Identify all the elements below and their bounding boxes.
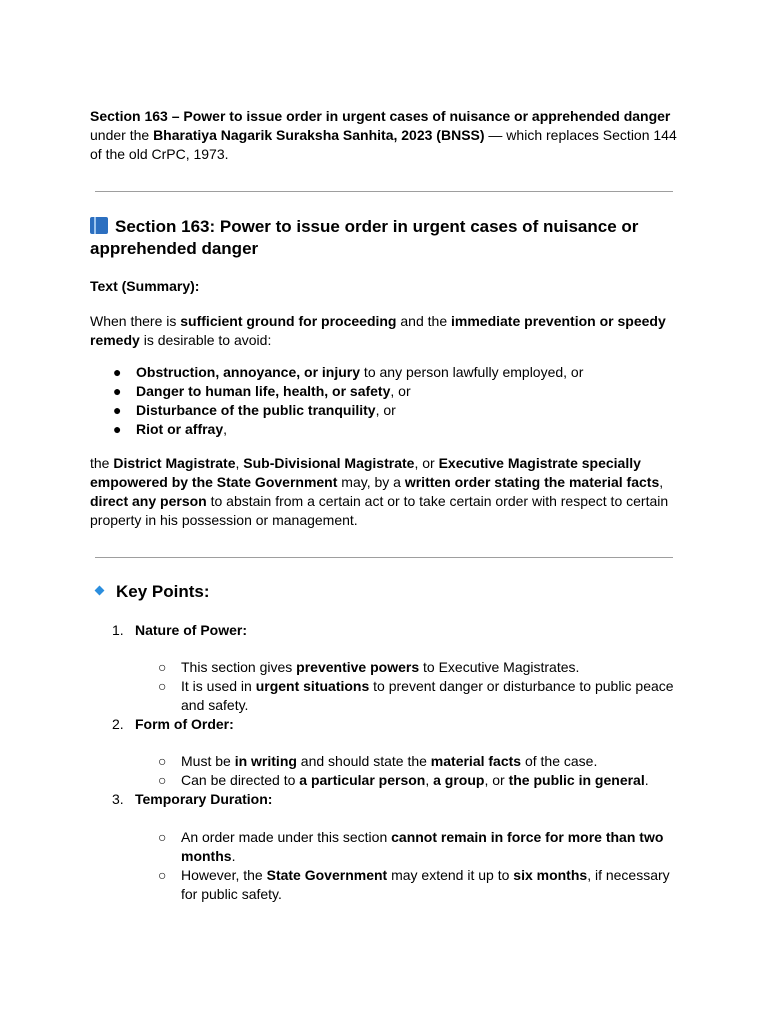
text: , or: [414, 455, 439, 471]
text: to Executive Magistrates.: [419, 659, 580, 675]
sub-list-item: [135, 866, 680, 904]
bold-text: written order stating the material facts: [404, 474, 660, 490]
text: It is used in: [181, 678, 256, 694]
horizontal-divider: [95, 557, 673, 558]
bold-text: a particular person: [299, 772, 426, 788]
text: may extend it up to: [387, 867, 514, 883]
hollow-bullet-icon: ○: [158, 659, 167, 675]
intro-heading: Section 163 – Power to issue order in urgent cases of nuisance or apprehended danger: [90, 108, 671, 124]
text: to prevent danger or disturbance to public peace and safety.: [181, 678, 674, 713]
blue-book-icon: [90, 217, 108, 234]
text: of the case.: [521, 753, 598, 769]
text: ,: [659, 474, 664, 490]
item-title: Form of Order:: [135, 716, 234, 732]
text: , or: [390, 383, 411, 399]
bullet-dot-icon: ●: [113, 383, 122, 399]
bold-text: Riot or affray: [136, 421, 224, 437]
sub-list-item: [135, 828, 680, 866]
list-item: [90, 401, 680, 420]
bold-text: a group: [433, 772, 485, 788]
intro-bnss-name: Bharatiya Nagarik Suraksha Sanhita, 2023 (BNSS): [153, 127, 485, 143]
intro-paragraph: [90, 107, 680, 164]
bold-text: Disturbance of the public tranquility: [136, 402, 376, 418]
bold-text: Danger to human life, health, or safety: [136, 383, 391, 399]
bold-text: urgent situations: [255, 678, 370, 694]
bold-text: in writing: [234, 753, 297, 769]
hollow-bullet-icon: ○: [158, 753, 167, 769]
text: , if necessary for public safety.: [181, 867, 670, 902]
text: to abstain from a certain act or to take certain order with respect to certain property in his possession or management.: [90, 493, 669, 528]
bold-text: immediate prevention or speedy remedy: [90, 313, 666, 348]
text: .: [644, 772, 649, 788]
bullet-dot-icon: ●: [113, 402, 122, 418]
text: When there is: [90, 313, 181, 329]
sub-list-item: [135, 677, 680, 715]
hollow-bullet-icon: ○: [158, 678, 167, 694]
list-item: [90, 363, 680, 382]
text: An order made under this section: [181, 829, 392, 845]
horizontal-divider: [95, 191, 673, 192]
bold-text: Executive Magistrate specially empowered by the State Government: [90, 455, 641, 490]
magistrate-paragraph: [90, 454, 680, 530]
sub-list-item: [135, 658, 680, 677]
bold-text: the public in general: [508, 772, 645, 788]
sub-list: [135, 828, 680, 904]
section-title: [90, 216, 680, 260]
hollow-bullet-icon: ○: [158, 772, 167, 788]
intro-text: — which replaces Section 144 of the old CrPC, 1973.: [90, 127, 677, 162]
item-number: 2.: [112, 716, 124, 732]
item-title: Nature of Power:: [135, 622, 248, 638]
item-number: 3.: [112, 791, 124, 807]
hollow-bullet-icon: ○: [158, 829, 167, 845]
sub-list-item: [135, 752, 680, 771]
key-points-title: Key Points:: [116, 582, 210, 601]
text: Can be directed to: [181, 772, 300, 788]
text: However, the: [181, 867, 267, 883]
bold-text: cannot remain in force for more than two months: [181, 829, 664, 864]
when-paragraph: [90, 312, 680, 350]
list-item: [90, 420, 680, 439]
key-points-heading: [96, 581, 210, 603]
bold-text: preventive powers: [296, 659, 420, 675]
summary-label: [90, 277, 680, 296]
bullet-dot-icon: ●: [113, 364, 122, 380]
item-title: Temporary Duration:: [135, 791, 273, 807]
sub-list: [135, 752, 680, 790]
text: ,: [235, 455, 244, 471]
nuisance-bullet-list: [90, 363, 680, 439]
sub-list-item: [135, 771, 680, 790]
bold-text: material facts: [430, 753, 522, 769]
text: , or: [484, 772, 509, 788]
section-title-text: Section 163: Power to issue order in urgent cases of nuisance or apprehended danger: [90, 217, 639, 258]
text: and the: [396, 313, 451, 329]
text: This section gives: [181, 659, 297, 675]
text: , or: [375, 402, 396, 418]
item-number: 1.: [112, 622, 124, 638]
text: may, by a: [337, 474, 405, 490]
bold-text: District Magistrate: [113, 455, 236, 471]
text: the: [90, 455, 114, 471]
bold-text: Obstruction, annoyance, or injury: [136, 364, 361, 380]
sub-list: [135, 658, 680, 715]
text: ,: [223, 421, 228, 437]
bold-text: six months: [513, 867, 588, 883]
summary-label-text: Text (Summary):: [90, 278, 200, 294]
text: and should state the: [296, 753, 431, 769]
bold-text: State Government: [266, 867, 388, 883]
list-item: [90, 382, 680, 401]
text: to any person lawfully employed, or: [360, 364, 584, 380]
hollow-bullet-icon: ○: [158, 867, 167, 883]
bullet-dot-icon: ●: [113, 421, 122, 437]
text: ,: [425, 772, 434, 788]
bold-text: direct any person: [90, 493, 207, 509]
intro-text: under the: [90, 127, 154, 143]
text: Must be: [181, 753, 235, 769]
blue-diamond-icon: [95, 586, 105, 596]
text: .: [231, 848, 236, 864]
text: is desirable to avoid:: [139, 332, 272, 348]
bold-text: Sub-Divisional Magistrate: [243, 455, 415, 471]
bold-text: sufficient ground for proceeding: [180, 313, 397, 329]
